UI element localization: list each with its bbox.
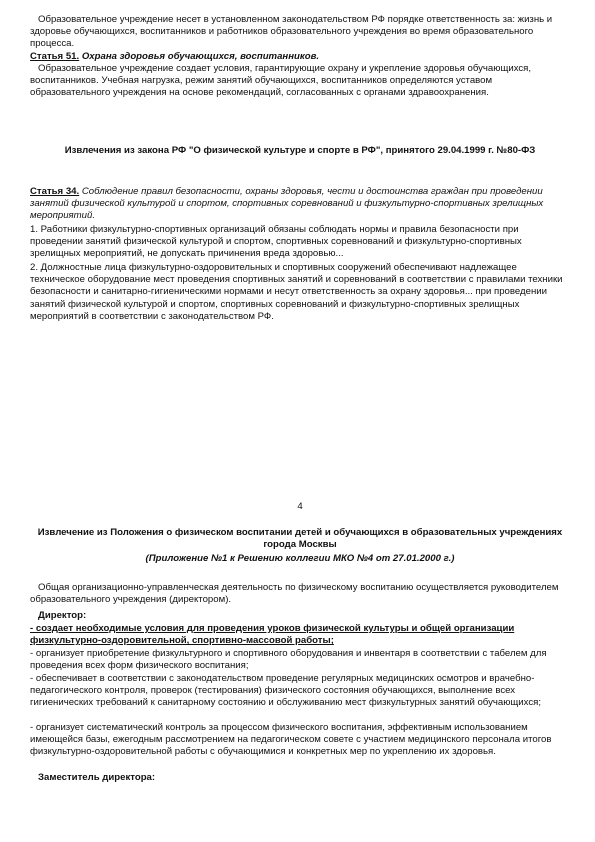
page-number: 4 — [297, 501, 303, 512]
article-51-title: Охрана здоровья обучающихся, воспитанников. — [79, 51, 320, 62]
article-34-point-2: 2. Должностные лица физкультурно-оздоровительных и спортивных сооружений обеспечивают надлежащее техническое оборудование мест проведения спортивных занятий и соревнований в соответствии с правилами техники безопасности и санитарно-гигиеническими нормами и несут ответственность за охрану здоровья... при проведении занятий физической культурой и спортом, спортивных соревнований и физкультурно-спортивных зрелищных мероприятий в соответствии с законодательством РФ. — [30, 262, 563, 322]
director-label: Директор: — [38, 610, 87, 621]
deputy-director-label: Заместитель директора: — [38, 772, 156, 783]
article-51-label: Статья 51. — [30, 51, 80, 62]
general-paragraph: Общая организационно-управленческая деятельность по физическому воспитанию осуществляется руководителем образовательного учреждения (директором). — [30, 582, 559, 606]
regulation-heading: Извлечение из Положения о физическом воспитании детей и обучающихся в образовательных учреждениях города Москвы — [37, 527, 563, 551]
intro-paragraph: Образовательное учреждение несет в установленном законодательством РФ порядке ответственность за: жизнь и здоровье обучающихся, воспитанников и работников образовательного учреждения во время образовательного процесса. — [30, 14, 553, 50]
article-34-point-1: 1. Работники физкультурно-спортивных организаций обязаны соблюдать нормы и правила безопасности при проведении занятий физической культурой и спортом, спортивных соревнований и физкультурно-спортивных зрелищных мероприятий, не допускать причинения вреда здоровью... — [30, 224, 522, 260]
article-34-title: Соблюдение правил безопасности, охраны здоровья, чести и достоинства граждан при проведении занятий физической культурой и спортом, спортивных соревнований и физкультурно-спортивных зрелищных мероприятий. — [30, 186, 544, 222]
director-duty-2: - организует приобретение физкультурного и спортивного оборудования и инвентаря в соответствии с табелем для проведения всех форм физического воспитания; — [30, 648, 547, 672]
article-51-text: Образовательное учреждение создает условия, гарантирующие охрану и укрепление здоровья обучающихся, воспитанников. Учебная нагрузка, режим занятий обучающихся, воспитанников определяются уставом образовательного учреждения на основе рекомендаций, согласованных с органами здравоохранения. — [30, 63, 532, 99]
article-34-heading — [30, 186, 570, 223]
director-duty-3: - обеспечивает в соответствии с законодательством проведение регулярных медицинских осмотров и врачебно-педагогического контроля, проверок (тестирования) физического состояния обучающихся, выполнение всех гигиенических требований к санитарному состоянию и обслуживанию мест физкультурных занятий обучающихся; — [30, 673, 542, 709]
regulation-subheading: (Приложение №1 к Решению коллегии МКО №4 от 27.01.2000 г.) — [145, 553, 455, 564]
director-duty-4: - организует систематический контроль за процессом физического воспитания, эффективным использованием имеющейся базы, ежегодным рассмотрением на педагогическом совете с участием медицинского персонала итогов физкультурно-оздоровительной работы с обучающимися и конкретных мер по укреплению их здоровья. — [30, 722, 552, 758]
article-51-heading — [30, 51, 570, 63]
director-duty-1: - создает необходимые условия для проведения уроков физической культуры и общей организации физкультурно-оздоровительной, спортивно-массовой работы; — [30, 623, 515, 647]
law-heading: Извлечения из закона РФ "О физической культуре и спорте в РФ", принятого 29.04.1999 г. №80-ФЗ — [64, 145, 536, 156]
article-34-label: Статья 34. — [30, 186, 80, 197]
